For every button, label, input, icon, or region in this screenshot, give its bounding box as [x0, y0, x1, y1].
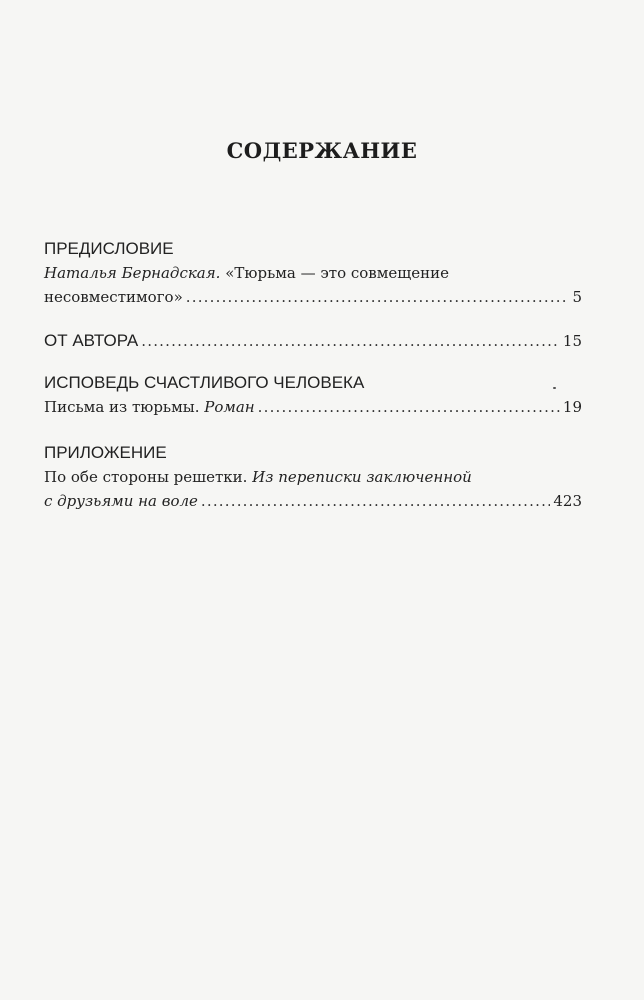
print-speck: [553, 387, 556, 389]
toc-section-confession: [44, 371, 582, 419]
toc-entry-subtitle: Из переписки заключенной: [247, 468, 472, 486]
toc-entry-leader[interactable]: [44, 395, 582, 419]
toc-page-number: 15: [562, 332, 582, 350]
dot-leader: [141, 329, 560, 353]
toc-entry-title-cont: несовместимого»: [44, 288, 183, 306]
toc-section-from-author: [44, 329, 582, 353]
toc-heading-appendix: ПРИЛОЖЕНИЕ: [44, 443, 167, 462]
toc-entry-leader[interactable]: [44, 329, 582, 353]
toc-entry-text: По обе стороны решетки.: [44, 468, 248, 486]
toc-entry-author: Наталья Бернадская.: [44, 264, 221, 282]
table-of-contents: [44, 237, 582, 531]
toc-entry-line: [44, 465, 582, 489]
toc-section-preface: [44, 237, 582, 309]
toc-page-number: 5: [572, 288, 582, 306]
toc-entry-leader[interactable]: [44, 489, 582, 513]
toc-entry-leader[interactable]: [44, 285, 582, 309]
toc-entry-genre: Роман: [199, 398, 255, 416]
toc-entry-title: [44, 395, 255, 419]
toc-heading-confession: ИСПОВЕДЬ СЧАСТЛИВОГО ЧЕЛОВЕКА: [44, 373, 365, 392]
toc-entry-subtitle-cont: с друзьями на воле: [44, 492, 198, 510]
dot-leader: [201, 489, 550, 513]
toc-entry-text: Письма из тюрьмы.: [44, 398, 200, 416]
dot-leader: [258, 395, 560, 419]
toc-section-appendix: [44, 441, 582, 513]
toc-heading-from-author: ОТ АВТОРА: [44, 331, 139, 350]
toc-page-number: 19: [562, 398, 582, 416]
dot-leader: [186, 285, 570, 309]
toc-heading-preface: ПРЕДИСЛОВИЕ: [44, 239, 174, 258]
toc-entry-line: [44, 261, 582, 285]
toc-entry-title: «Тюрьма — это совмещение: [220, 264, 449, 282]
page-title: СОДЕРЖАНИЕ: [226, 138, 418, 163]
toc-page-number: 423: [553, 492, 582, 510]
